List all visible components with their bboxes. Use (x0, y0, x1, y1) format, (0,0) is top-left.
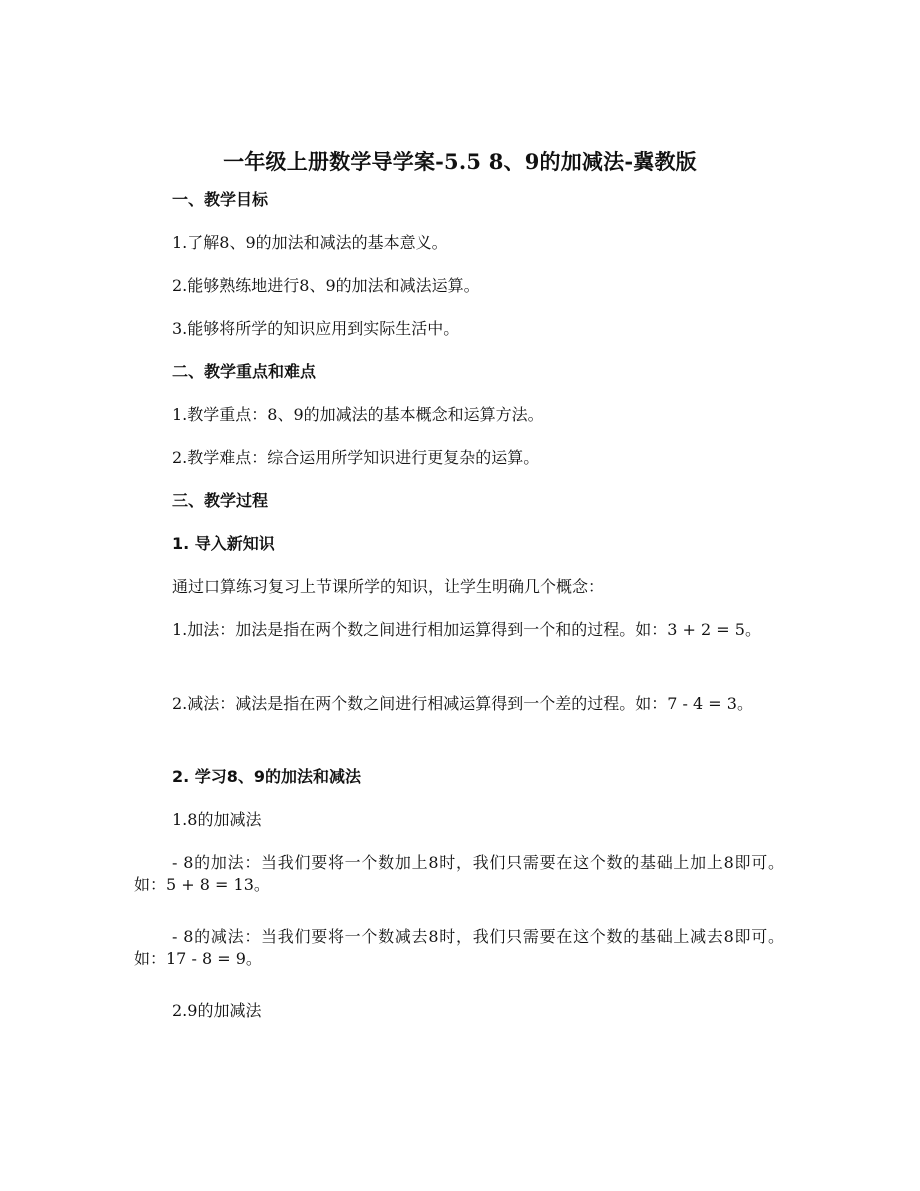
section-heading-goals: 一、教学目标 (172, 190, 269, 209)
goal-item-1: 1.了解8、9的加法和减法的基本意义。 (172, 233, 448, 252)
rule-8-addition: - 8的加法：当我们要将一个数加上8时，我们只需要在这个数的基础上加上8即可。如：5 + 8 = 13。 (134, 853, 784, 894)
subsection-8-heading: 1.8的加减法 (172, 810, 262, 829)
process-step-1-intro: 通过口算练习复习上节课所学的知识，让学生明确几个概念： (172, 577, 605, 596)
subsection-9-heading: 2.9的加减法 (172, 1001, 262, 1020)
key-point-item-2: 2.教学难点：综合运用所学知识进行更复杂的运算。 (172, 448, 540, 467)
concept-subtraction: 2.减法：减法是指在两个数之间进行相减运算得到一个差的过程。如：7 - 4 = 3。 (172, 694, 753, 713)
section-heading-process: 三、教学过程 (172, 491, 269, 510)
concept-addition: 1.加法：加法是指在两个数之间进行相加运算得到一个和的过程。如：3 + 2 = 5。 (172, 620, 761, 639)
document-title: 一年级上册数学导学案-5.5 8、9的加减法-冀教版 (223, 149, 697, 174)
goal-item-2: 2.能够熟练地进行8、9的加法和减法运算。 (172, 276, 480, 295)
process-step-1-heading: 1. 导入新知识 (172, 534, 275, 553)
process-step-2-heading: 2. 学习8、9的加法和减法 (172, 767, 362, 786)
key-point-item-1: 1.教学重点：8、9的加减法的基本概念和运算方法。 (172, 405, 544, 424)
goal-item-3: 3.能够将所学的知识应用到实际生活中。 (172, 319, 460, 338)
rule-8-subtraction: - 8的减法：当我们要将一个数减去8时，我们只需要在这个数的基础上减去8即可。如：17 - 8 = 9。 (134, 927, 784, 968)
section-heading-key-points: 二、教学重点和难点 (172, 362, 317, 381)
